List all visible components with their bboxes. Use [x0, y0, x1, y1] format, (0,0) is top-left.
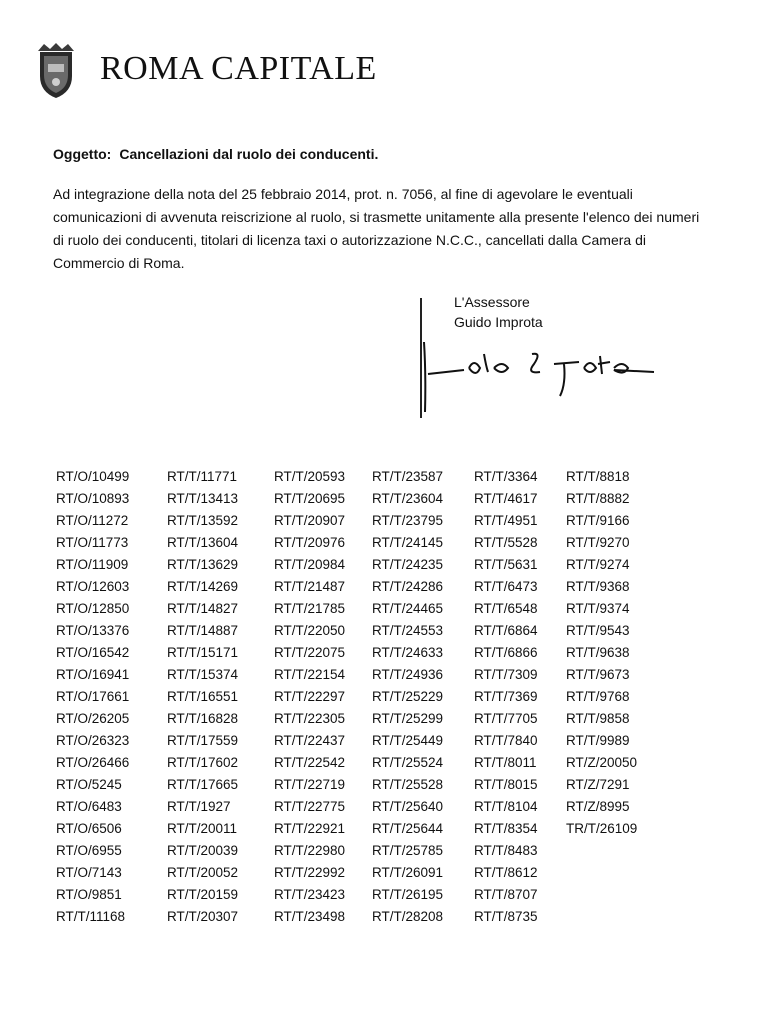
signature-block: [414, 294, 674, 424]
registration-code: RT/T/26091: [372, 865, 444, 880]
registration-code: RT/T/9166: [566, 513, 630, 528]
registration-code: RT/T/8882: [566, 491, 630, 506]
registration-code: RT/Z/7291: [566, 777, 630, 792]
registration-code: RT/O/13376: [56, 623, 130, 638]
registration-code: RT/T/20907: [274, 513, 346, 528]
registration-code: RT/T/11168: [56, 909, 126, 924]
registration-code: RT/T/25229: [372, 689, 444, 704]
code-column: [167, 466, 277, 928]
registration-code: RT/T/21785: [274, 601, 346, 616]
registration-code: RT/O/6506: [56, 821, 122, 836]
registration-code: RT/T/17665: [167, 777, 239, 792]
registration-code: RT/T/22921: [274, 821, 346, 836]
registration-code: RT/T/17559: [167, 733, 239, 748]
registration-code: RT/O/16542: [56, 645, 130, 660]
registration-code: RT/T/20976: [274, 535, 346, 550]
registration-code: RT/O/7143: [56, 865, 122, 880]
registration-code: RT/T/9543: [566, 623, 630, 638]
registration-code: RT/T/14269: [167, 579, 239, 594]
subject-text: Cancellazioni dal ruolo dei conducenti.: [119, 146, 379, 162]
handwritten-signature: [414, 334, 674, 424]
subject-label: Oggetto:: [53, 146, 112, 162]
registration-code: RT/O/9851: [56, 887, 122, 902]
registration-code: RT/T/9270: [566, 535, 630, 550]
registration-code: RT/T/20159: [167, 887, 239, 902]
registration-code: RT/T/16551: [167, 689, 239, 704]
registration-code: RT/T/22437: [274, 733, 346, 748]
registration-code: RT/T/22305: [274, 711, 346, 726]
registration-code: RT/T/24286: [372, 579, 444, 594]
registration-code: RT/T/26195: [372, 887, 444, 902]
registration-code: RT/T/23795: [372, 513, 444, 528]
registration-code: RT/T/7309: [474, 667, 538, 682]
registration-code: RT/Z/20050: [566, 755, 638, 770]
registration-code: RT/O/11773: [56, 535, 129, 550]
registration-code: RT/T/25644: [372, 821, 444, 836]
registration-code: RT/T/9768: [566, 689, 630, 704]
registration-code: RT/T/22154: [274, 667, 346, 682]
registration-code: RT/T/23587: [372, 469, 444, 484]
registration-code: RT/T/20307: [167, 909, 239, 924]
registration-code: RT/T/11771: [167, 469, 238, 484]
registration-code: RT/T/22542: [274, 755, 346, 770]
registration-code: RT/T/8104: [474, 799, 538, 814]
registration-code: RT/T/6473: [474, 579, 538, 594]
registration-code: RT/T/5528: [474, 535, 538, 550]
registration-code: RT/T/22980: [274, 843, 346, 858]
registration-code: RT/T/8612: [474, 865, 538, 880]
registration-code: RT/T/25449: [372, 733, 444, 748]
registration-code: RT/O/16941: [56, 667, 130, 682]
registration-code: RT/T/13592: [167, 513, 239, 528]
registration-code: RT/T/24553: [372, 623, 444, 638]
body-paragraph: Ad integrazione della nota del 25 febbraio 2014, prot. n. 7056, al fine di agevolare le eventuali comunicazioni di avvenuta reiscrizione al ruolo, si trasmette unitamente alla presente l'elenco dei numeri di ruolo dei conducenti, titolari di licenza taxi o autorizzazione N.C.C., cancellati dalla Camera di Commercio di Roma.: [53, 186, 700, 271]
registration-code: RT/T/22297: [274, 689, 346, 704]
registration-code: RT/T/23498: [274, 909, 346, 924]
code-column: [372, 466, 482, 928]
letterhead: [34, 40, 454, 104]
registration-code: RT/T/15171: [167, 645, 239, 660]
registration-code: RT/T/20984: [274, 557, 346, 572]
signer-name: Guido Improta: [454, 314, 543, 330]
registration-code: RT/T/9274: [566, 557, 630, 572]
registration-code: RT/T/24465: [372, 601, 444, 616]
registration-code: RT/T/15374: [167, 667, 239, 682]
registration-code: RT/T/22719: [274, 777, 346, 792]
registration-code: RT/O/6955: [56, 843, 122, 858]
registration-code: RT/T/24936: [372, 667, 444, 682]
registration-code: RT/T/14887: [167, 623, 239, 638]
registration-code: RT/T/7369: [474, 689, 538, 704]
registration-code: RT/T/8707: [474, 887, 538, 902]
registration-code: RT/T/6866: [474, 645, 538, 660]
registration-code: RT/T/20052: [167, 865, 239, 880]
registration-code: RT/T/8483: [474, 843, 538, 858]
registration-code: RT/T/13604: [167, 535, 239, 550]
registration-code: RT/T/20011: [167, 821, 238, 836]
registration-code: RT/T/25785: [372, 843, 444, 858]
registration-code: RT/T/6548: [474, 601, 538, 616]
signer-role: L'Assessore: [454, 294, 530, 310]
registration-code: RT/T/25528: [372, 777, 444, 792]
registration-code: RT/T/5631: [474, 557, 538, 572]
registration-code: RT/T/22992: [274, 865, 346, 880]
registration-code: RT/T/8735: [474, 909, 538, 924]
registration-code: RT/O/11272: [56, 513, 129, 528]
registration-code: RT/T/24235: [372, 557, 444, 572]
registration-code: TR/T/26109: [566, 821, 638, 836]
registration-code: RT/O/6483: [56, 799, 122, 814]
registration-code: RT/T/17602: [167, 755, 239, 770]
registration-code: RT/O/26466: [56, 755, 130, 770]
registration-code: RT/T/13413: [167, 491, 239, 506]
registration-code: RT/T/8011: [474, 755, 537, 770]
registration-code: RT/T/23423: [274, 887, 346, 902]
registration-code: RT/T/9368: [566, 579, 630, 594]
registration-code: RT/T/14827: [167, 601, 239, 616]
registration-code: RT/T/21487: [274, 579, 346, 594]
registration-code: RT/T/22075: [274, 645, 346, 660]
registration-code: RT/T/16828: [167, 711, 239, 726]
registration-code: RT/T/3364: [474, 469, 538, 484]
registration-code: RT/O/17661: [56, 689, 130, 704]
registration-code: RT/T/6864: [474, 623, 538, 638]
registration-code: RT/O/12850: [56, 601, 130, 616]
registration-code: RT/T/9673: [566, 667, 630, 682]
registration-code: RT/T/9638: [566, 645, 630, 660]
registration-code: RT/T/7705: [474, 711, 538, 726]
registration-code: RT/T/25640: [372, 799, 444, 814]
registration-code: RT/T/20593: [274, 469, 346, 484]
registration-code: RT/T/4617: [474, 491, 538, 506]
registration-code: RT/O/12603: [56, 579, 130, 594]
registration-code: RT/T/28208: [372, 909, 444, 924]
registration-code: RT/T/24633: [372, 645, 444, 660]
registration-code: RT/T/25524: [372, 755, 444, 770]
registration-code: RT/T/24145: [372, 535, 444, 550]
registration-code: RT/T/20695: [274, 491, 346, 506]
registration-code: RT/T/9858: [566, 711, 630, 726]
registration-code: RT/T/20039: [167, 843, 239, 858]
code-column: [56, 466, 166, 928]
registration-code: RT/T/25299: [372, 711, 444, 726]
registration-code: RT/T/8354: [474, 821, 538, 836]
registration-code: RT/Z/8995: [566, 799, 630, 814]
registration-code: RT/T/8818: [566, 469, 630, 484]
registration-code: RT/O/10499: [56, 469, 130, 484]
registration-code: RT/O/10893: [56, 491, 130, 506]
registration-code: RT/O/26205: [56, 711, 130, 726]
registration-code: RT/T/7840: [474, 733, 538, 748]
registration-code: RT/T/8015: [474, 777, 538, 792]
registration-code: RT/O/26323: [56, 733, 130, 748]
registration-code: RT/T/22050: [274, 623, 346, 638]
registration-code: RT/T/9374: [566, 601, 630, 616]
code-column: [274, 466, 384, 928]
org-name: ROMA CAPITALE: [100, 50, 377, 87]
registration-code: RT/T/22775: [274, 799, 346, 814]
registration-code: RT/T/23604: [372, 491, 444, 506]
registration-code: RT/O/5245: [56, 777, 122, 792]
subject-line: [53, 146, 378, 162]
registration-code: RT/O/11909: [56, 557, 129, 572]
registration-code: RT/T/13629: [167, 557, 239, 572]
registration-code: RT/T/9989: [566, 733, 630, 748]
registration-code: RT/T/4951: [474, 513, 538, 528]
roma-capitale-crest-icon: [34, 42, 78, 100]
registration-code: RT/T/1927: [167, 799, 231, 814]
code-column: [566, 466, 676, 840]
